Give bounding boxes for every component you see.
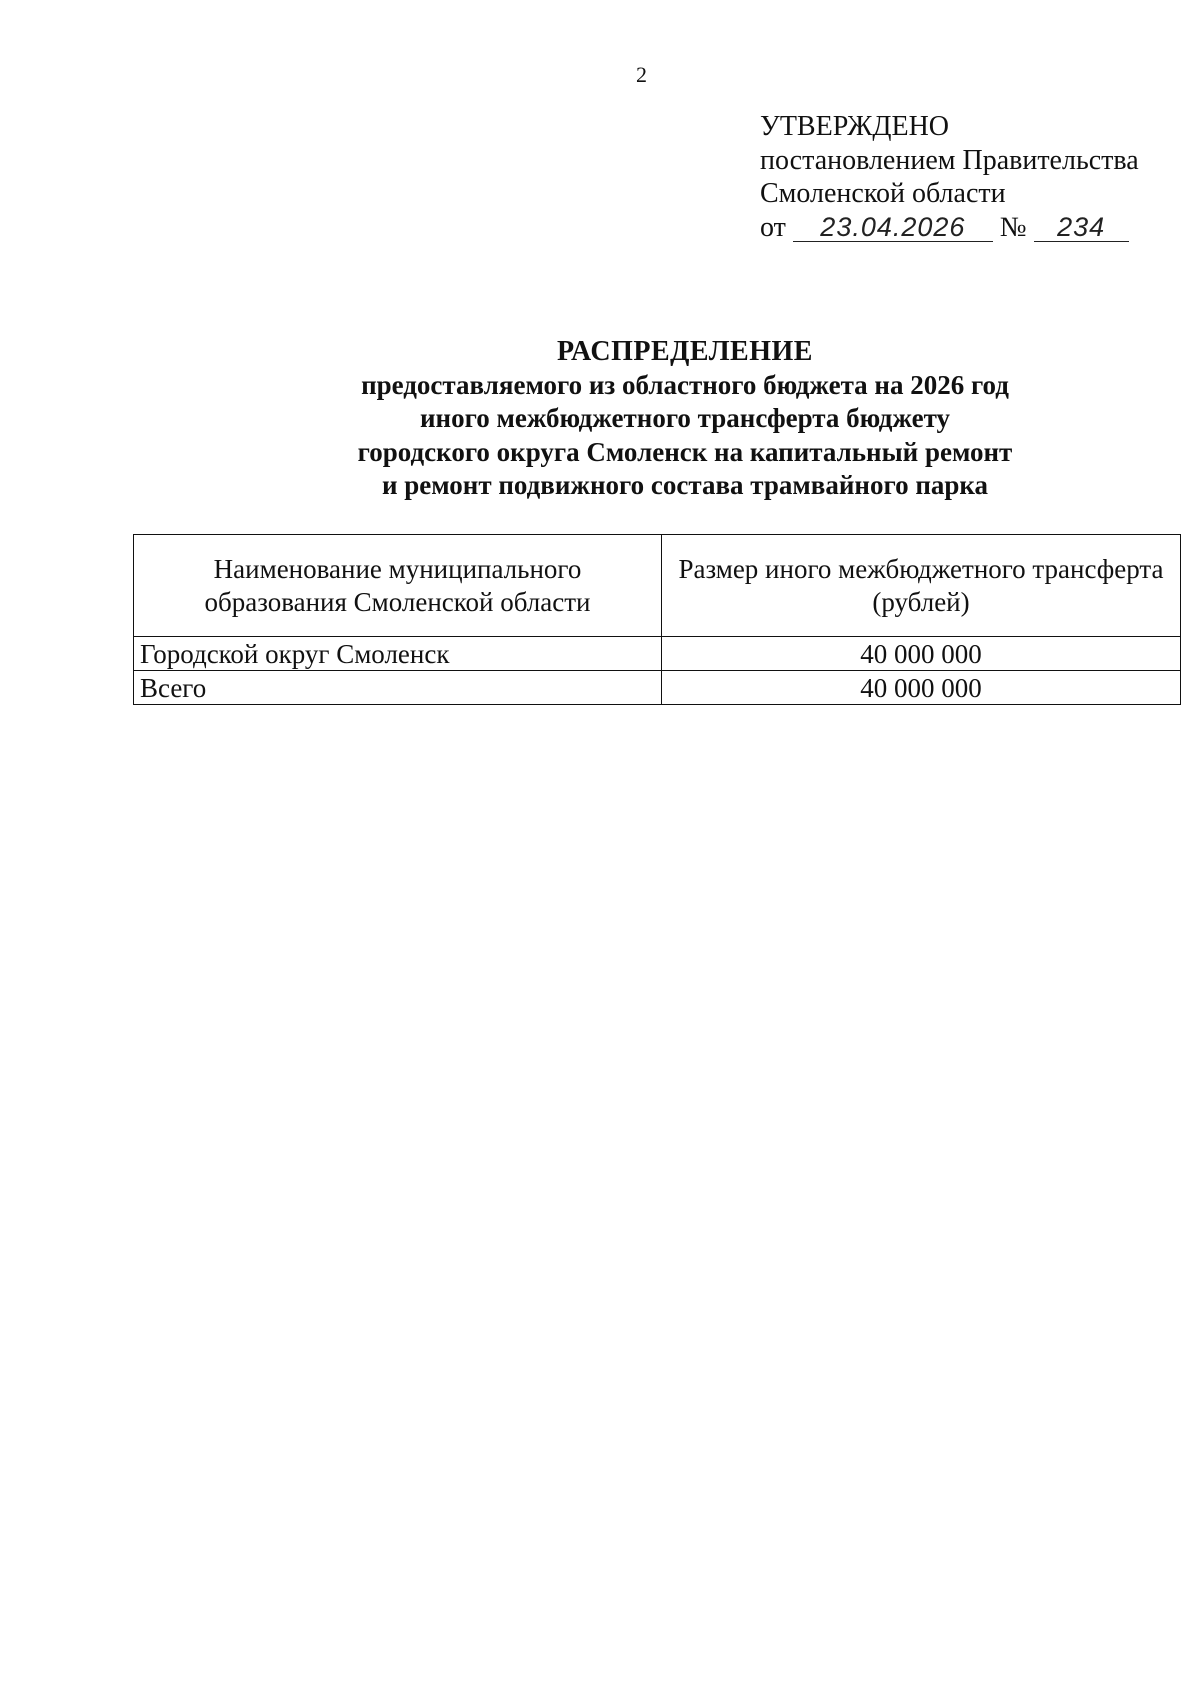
title-line: и ремонт подвижного состава трамвайного парка — [381, 470, 989, 500]
date-prefix: от — [760, 211, 786, 243]
municipality-cell: Городской округ Смоленск — [134, 637, 662, 671]
column-header-amount: Размер иного межбюджетного трансферта (рублей) — [662, 535, 1181, 637]
title-line: городского округа Смоленск на капитальный ремонт — [357, 436, 1013, 467]
approval-stamp — [760, 110, 1139, 244]
approval-date-line — [760, 211, 1139, 245]
handwritten-number: 234 — [1034, 213, 1129, 242]
title-line: предоставляемого из областного бюджета на 2026 год — [361, 369, 1009, 400]
table-row — [134, 637, 1181, 671]
title-line: иного межбюджетного трансферта бюджету — [420, 403, 950, 433]
table-header-row — [134, 535, 1181, 637]
page-number: 2 — [636, 62, 647, 87]
distribution-table — [133, 534, 1181, 705]
table-total-row — [134, 671, 1181, 705]
total-amount-cell: 40 000 000 — [662, 671, 1181, 705]
number-sign: № — [999, 211, 1027, 243]
handwritten-date: 23.04.2026 — [793, 213, 993, 242]
document-title — [0, 335, 1200, 503]
approval-heading: УТВЕРЖДЕНО — [760, 111, 950, 142]
approval-line: Смоленской области — [760, 178, 1006, 209]
amount-cell: 40 000 000 — [662, 637, 1181, 671]
column-header-municipality: Наименование муниципального образования Смоленской области — [134, 535, 662, 637]
total-label-cell: Всего — [134, 671, 662, 705]
title-heading: РАСПРЕДЕЛЕНИЕ — [557, 336, 813, 367]
approval-line: постановлением Правительства — [760, 144, 1139, 176]
